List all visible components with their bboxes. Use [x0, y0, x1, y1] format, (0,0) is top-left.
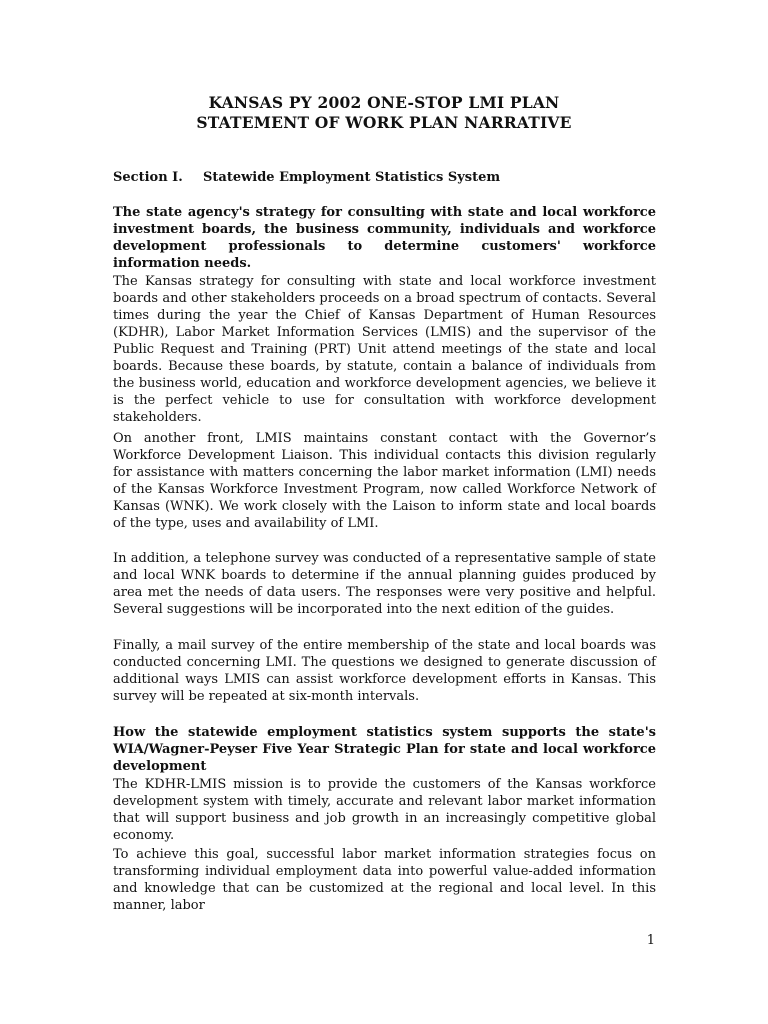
paragraph-strategy: The Kansas strategy for consulting with state and local workforce investment boards and other stakeholders proceeds on a broad spectrum of contacts. Several times during the year the Chief of Kansas Department of Human Resources (KDHR), Labor Market Information Services (LMIS) and the supervisor of the Public Request and Training (PRT) Unit attend meetings of the state and local boards. Because these boards, by statute, contain a balance of individuals from the business world, education and workforce development agencies, we believe it is the perfect vehicle to use for consultation with workforce development stakeholders. [113, 274, 656, 425]
document-title-line-1: KANSAS PY 2002 ONE-STOP LMI PLAN [208, 93, 560, 112]
strategy-heading: The state agency's strategy for consulting with state and local workforce investment boards, the business community, individuals and workforce development professionals to determine customers' workforce information needs. [113, 205, 656, 271]
section-number: Section I. [113, 170, 183, 185]
section-heading [113, 170, 500, 185]
paragraph-goal: To achieve this goal, successful labor market information strategies focus on transforming individual employment data into powerful value-added information and knowledge that can be customized at the regional and local level. In this manner, labor [113, 847, 656, 913]
strategic-plan-heading: How the statewide employment statistics system supports the state's WIA/Wagner-Peyser Five Year Strategic Plan for state and local workforce development [113, 725, 656, 774]
paragraph-mission: The KDHR-LMIS mission is to provide the customers of the Kansas workforce development system with timely, accurate and relevant labor market information that will support business and job growth in an increasingly competitive global economy. [113, 777, 656, 843]
document-title-line-2: STATEMENT OF WORK PLAN NARRATIVE [196, 113, 572, 132]
paragraph-telephone-survey: In addition, a telephone survey was conducted of a representative sample of state and local WNK boards to determine if the annual planning guides produced by area met the needs of data users. The responses were very positive and helpful. Several suggestions will be incorporated into the next edition of the guides. [113, 551, 656, 617]
paragraph-mail-survey: Finally, a mail survey of the entire membership of the state and local boards was conducted concerning LMI. The questions we designed to generate discussion of additional ways LMIS can assist workforce development efforts in Kansas. This survey will be repeated at six-month intervals. [113, 638, 656, 704]
page-number: 1 [646, 933, 655, 948]
section-title: Statewide Employment Statistics System [203, 170, 501, 185]
paragraph-liaison: On another front, LMIS maintains constant contact with the Governor’s Workforce Development Liaison. This individual contacts this division regularly for assistance with matters concerning the labor market information (LMI) needs of the Kansas Workforce Investment Program, now called Workforce Network of Kansas (WNK). We work closely with the Laison to inform state and local boards of the type, uses and availability of LMI. [113, 431, 656, 531]
